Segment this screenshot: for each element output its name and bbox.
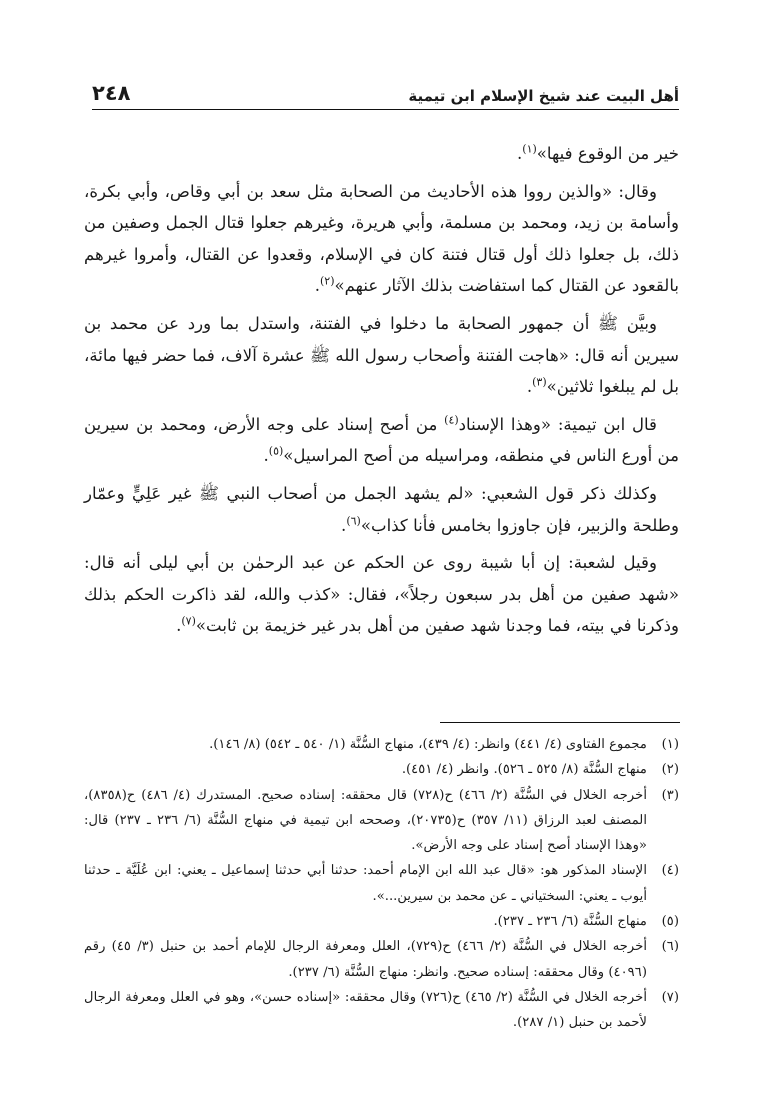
footnote bbox=[84, 909, 679, 934]
footnote-marker: (٦) bbox=[346, 514, 361, 527]
footnote-marker: (٥) bbox=[268, 444, 284, 458]
footnote-marker: (٣) bbox=[532, 375, 547, 389]
footnote-text: الإسناد المذكور هو: «قال عبد الله ابن الإمام أحمد: حدثنا أبي حدثنا إسماعيل ـ يعني: ابن عُلَيَّة ـ حدثنا أيوب ـ يعني: السختياني ـ عن محمد بن سيرين...». bbox=[84, 863, 647, 904]
paragraph bbox=[84, 478, 679, 541]
footnote-number: (٦) bbox=[661, 939, 679, 955]
footnote-marker: (٤) bbox=[444, 413, 459, 427]
footnote-text: أخرجه الخلال في السُّنَّة (٢/ ٤٦٦) ح(٧٢٨) قال محققه: إسناده صحيح. المستدرك (٤/ ٤٨٦) ح(٨٣٥٨)، المصنف لعبد الرزاق (١١/ ٣٥٧) ح(٢٠٧٣٥)، وصححه ابن تيمية في منهاج السُّنَّة (٦/ ٢٣٦ ـ ٢٣٧) قال: «وهذا الإسناد أصح إسناد على وجه الأرض». bbox=[84, 787, 647, 854]
paragraph-text: قال ابن تيمية: «وهذا الإسناد bbox=[458, 414, 657, 434]
paragraph bbox=[84, 308, 679, 403]
footnote bbox=[84, 783, 679, 859]
footnote bbox=[84, 934, 679, 985]
footnote-number: (٤) bbox=[661, 863, 679, 879]
punctuation: . bbox=[263, 446, 269, 466]
footnote-number: (٥) bbox=[661, 914, 679, 930]
footnote-number: (٣) bbox=[661, 787, 679, 803]
page-number: ٢٤٨ bbox=[92, 81, 131, 105]
paragraph-text: وبيَّن ﷺ أن جمهور الصحابة ما دخلوا في الفتنة، واستدل بما ورد عن محمد بن سيرين أنه قال: «هاجت الفتنة وأصحاب رسول الله ﷺ عشرة آلاف، فما حضر فيها مائة، بل لم يبلغوا ثلاثين» bbox=[84, 313, 679, 397]
paragraph-text: وقيل لشعبة: إن أبا شيبة روى عن الحكم عن عبد الرحمٰن بن أبي ليلى أنه قال: «شهد صفين من أهل بدر سبعون رجلاً»، فقال: «كذب والله، لقد ذاكرت الحكم بذلك وذكرنا في بيته، فما وجدنا شهد صفين من أهل بدر غير خزيمة بن ثابت» bbox=[84, 553, 679, 636]
paragraph bbox=[84, 138, 679, 170]
footnote-text: منهاج السُّنَّة (٦/ ٢٣٦ ـ ٢٣٧). bbox=[493, 914, 647, 930]
footnote-text: أخرجه الخلال في السُّنَّة (٢/ ٤٦٥) ح(٧٢٦) وقال محققه: «إسناده حسن»، وهو في العلل ومعرفة الرجال لأحمد بن حنبل (١/ ٢٨٧). bbox=[84, 989, 647, 1031]
paragraph-text: من أصح إسناد على وجه الأرض، ومحمد بن سيرين من أورع الناس في منطقه، ومراسيله من أصح المراسيل» bbox=[84, 414, 679, 466]
paragraph-text: خير من الوقوع فيها» bbox=[536, 144, 679, 163]
footnote bbox=[84, 858, 679, 909]
footnotes bbox=[84, 732, 679, 1036]
footnote-text: أخرجه الخلال في السُّنَّة (٢/ ٤٦٦) ح(٧٢٩)، العلل ومعرفة الرجال للإمام أحمد بن حنبل (٣/ ٤٥) رقم (٤٠٩٦) وقال محققه: إسناده صحيح. وانظر: منهاج السُّنَّة (٦/ ٢٣٧). bbox=[84, 939, 648, 980]
paragraph bbox=[84, 409, 679, 472]
punctuation: . bbox=[526, 377, 533, 397]
paragraph-text: وقال: «والذين رووا هذه الأحاديث من الصحابة مثل سعد بن أبي وقاص، وأبي بكرة، وأسامة بن زيد، ومحمد بن مسلمة، وأبي هريرة، وغيرهم جعلوا قتال الجمل وصفين من ذلك، بل جعلوا ذلك أول قتال فتنة كان في الإسلام، وقعدوا عن القتال، وأمروا غيرهم بالقعود عن القتال كما استفاضت بذلك الآثار عنهم» bbox=[84, 181, 679, 296]
punctuation: . bbox=[516, 144, 523, 163]
paragraph bbox=[84, 547, 679, 642]
punctuation: . bbox=[341, 515, 347, 535]
footnote-number: (٧) bbox=[661, 989, 679, 1005]
paragraph-text: وكذلك ذكر قول الشعبي: «لم يشهد الجمل من أصحاب النبي ﷺ غير عَلِيٍّ وعمّار وطلحة والزبير، فإن جاوزوا بخامس فأنا كذاب» bbox=[84, 483, 679, 535]
footnote-number: (٢) bbox=[661, 762, 679, 778]
footnote-marker: (٧) bbox=[181, 614, 196, 628]
footnote-divider bbox=[440, 722, 680, 723]
footnote bbox=[84, 732, 679, 757]
footnote-marker: (٢) bbox=[319, 274, 335, 288]
footnote-text: مجموع الفتاوى (٤/ ٤٤١) وانظر: (٤/ ٤٣٩)، منهاج السُّنَّة (١/ ٥٤٠ ـ ٥٤٢) (٨/ ١٤٦). bbox=[209, 737, 647, 752]
paragraph bbox=[84, 176, 679, 302]
punctuation: . bbox=[176, 616, 182, 636]
running-title: أهل البيت عند شيخ الإسلام ابن تيمية bbox=[408, 87, 679, 105]
footnote-text: منهاج السُّنَّة (٨/ ٥٢٥ ـ ٥٢٦). وانظر (٤/ ٤٥١). bbox=[401, 762, 647, 778]
footnote-number: (١) bbox=[661, 737, 679, 752]
page-header bbox=[92, 78, 679, 110]
footnote bbox=[84, 985, 679, 1036]
footnote bbox=[84, 757, 679, 782]
footnote-marker: (١) bbox=[522, 142, 537, 156]
punctuation: . bbox=[314, 276, 320, 296]
main-text bbox=[84, 138, 679, 642]
